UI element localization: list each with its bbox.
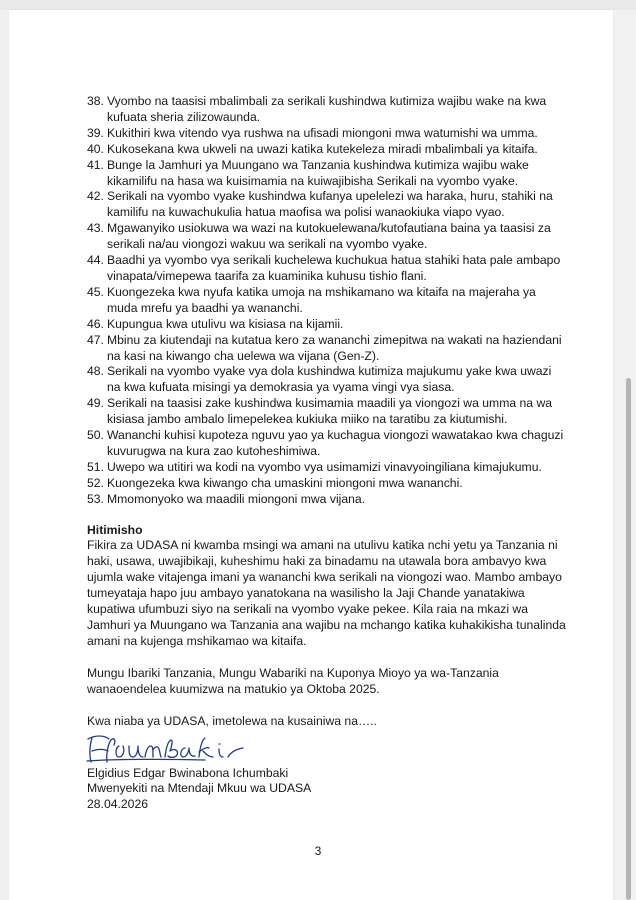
list-item-number: 52.: [87, 475, 104, 490]
list-item-text: Kukithiri kwa vitendo vya rushwa na ufisadi miongoni mwa watumishi wa umma.: [107, 125, 538, 140]
signatory-name: Elgidius Edgar Bwinabona Ichumbaki: [87, 765, 289, 780]
list-item-number: 42.: [87, 189, 104, 204]
signatory-title: Mwenyekiti na Mtendaji Mkuu wa UDASA: [87, 781, 312, 796]
list-item: [87, 317, 567, 333]
list-item-text: Wananchi kuhisi kupoteza nguvu yao ya kuchagua viongozi wawatakao kwa chaguzi kuvurugwa na kura zao kutoheshimiwa.: [107, 428, 564, 458]
list-item-number: 43.: [87, 221, 104, 236]
list-item-number: 48.: [87, 364, 104, 379]
list-item: [87, 94, 567, 126]
list-item: [87, 396, 567, 428]
list-item-number: 51.: [87, 459, 104, 474]
list-item-text: Baadhi ya vyombo vya serikali kuchelewa kuchukua hatua stahiki hata pale ambapo vinapata/vimepewa taarifa za kuaminika kuhusu tishio flani.: [107, 253, 561, 283]
list-item-number: 49.: [87, 396, 104, 411]
list-item-number: 38.: [87, 94, 104, 108]
list-item-text: Kuongezeka kwa kiwango cha umaskini miongoni mwa wananchi.: [107, 475, 463, 490]
list-item-text: Kupungua kwa utulivu wa kisiasa na kijamii.: [107, 316, 344, 331]
list-item: [87, 142, 567, 158]
list-item: [87, 126, 567, 142]
handwritten-signature: [85, 732, 260, 766]
list-item: [87, 333, 567, 365]
list-item-text: Mbinu za kiutendaji na kutatua kero za wananchi zimepitwa na wakati na haziendani na kasi na kiwango cha uelewa wa vijana (Gen-Z).: [107, 332, 562, 363]
list-item-text: Vyombo na taasisi mbalimbali za serikali kushindwa kutimiza wajibu wake na kwa kufuata sheria zilizowaunda.: [107, 94, 547, 124]
page-number: 3: [314, 844, 322, 858]
list-item-text: Bunge la Jamhuri ya Muungano wa Tanzania kushindwa kutimiza wajibu wake kikamilifu na hasa wa kuisimamia na kuiwajibisha Serikali na vyombo vyake.: [107, 157, 529, 188]
scrollbar-thumb[interactable]: [626, 378, 631, 900]
list-item-text: Serikali na vyombo vyake kushindwa kufanya upelelezi wa haraka, huru, stahiki na kamilifu na kuwachukulia hatua maofisa wa polisi wanaokiuka viapo vyao.: [107, 189, 553, 220]
list-item: [87, 460, 567, 476]
list-item-number: 40.: [87, 141, 104, 156]
list-item-number: 44.: [87, 253, 104, 268]
blessing-paragraph: Mungu Ibariki Tanzania, Mungu Wabariki na Kuponya Mioyo ya wa-Tanzania wanaoendelea kuumizwa na matukio ya Oktoba 2025.: [87, 665, 499, 696]
list-item: [87, 492, 567, 508]
signature-date: 28.04.2026: [87, 797, 148, 812]
list-item-number: 39.: [87, 125, 104, 140]
list-item-number: 53.: [87, 491, 104, 506]
list-item-number: 50.: [87, 428, 104, 443]
viewer-top-bar: [0, 0, 636, 10]
list-item: [87, 189, 567, 221]
list-item-number: 46.: [87, 316, 104, 331]
conclusion-paragraph: Fikira za UDASA ni kwamba msingi wa amani na utulivu katika nchi yetu ya Tanzania ni haki, usawa, uwajibikaji, kuheshimu haki za binadamu na utawala bora ambavyo kwa ujumla wake vitajenga imani ya wananchi kwa serikali na viongozi wao. Mambo ambayo tumeyataja hapo juu ambayo yanatokana na wasilisho la Jaji Chande yanatakiwa kupatiwa ufumbuzi siyo na serikali na vyombo vyake pekee. Kila raia na mkazi wa Jamhuri ya Muungano wa Tanzania ana wajibu na mchango katika kuhakikisha tunalinda amani na kujenga mshikamao wa kitaifa.: [87, 538, 566, 648]
list-item: [87, 476, 567, 492]
list-item: [87, 221, 567, 253]
list-item-text: Serikali na vyombo vyake vya dola kushindwa kutimiza majukumu yake kwa uwazi na kwa kufuata misingi ya demokrasia ya vyama vingi vya siasa.: [107, 364, 552, 395]
list-item: [87, 285, 567, 317]
list-item-text: Mgawanyiko usiokuwa wa wazi na kutokuelewana/kutofautiana baina ya taasisi za serikali na/au viongozi wakuu wa serikali na vyombo vyake.: [107, 221, 551, 252]
list-item-number: 45.: [87, 284, 104, 299]
list-item-text: Kukosekana kwa ukweli na uwazi katika kutekeleza miradi mbalimbali ya kitaifa.: [107, 141, 538, 156]
list-item-text: Serikali na taasisi zake kushindwa kusimamia maadili ya viongozi wa umma na wa kisiasa jambo ambalo limepelekea kukiuka miiko na taratibu za kiutumishi.: [107, 396, 553, 427]
list-item-number: 47.: [87, 332, 104, 347]
list-item-text: Kuongezeka kwa nyufa katika umoja na mshikamano wa kitaifa na majeraha ya muda mrefu ya baadhi ya wananchi.: [107, 284, 536, 315]
on-behalf-line: Kwa niaba ya UDASA, imetolewa na kusainiwa na…..: [87, 713, 377, 728]
list-item: [87, 364, 567, 396]
list-item-text: Mmomonyoko wa maadili miongoni mwa vijana.: [107, 491, 366, 506]
list-item: [87, 253, 567, 285]
conclusion-heading: Hitimisho: [87, 522, 143, 537]
document-content: [87, 94, 567, 813]
list-item: [87, 158, 567, 190]
list-item-number: 41.: [87, 157, 104, 172]
list-item: [87, 428, 567, 460]
list-item-text: Uwepo wa utitiri wa kodi na vyombo vya usimamizi vinavyoingiliana kimajukumu.: [107, 459, 542, 474]
issues-list: [87, 94, 567, 508]
